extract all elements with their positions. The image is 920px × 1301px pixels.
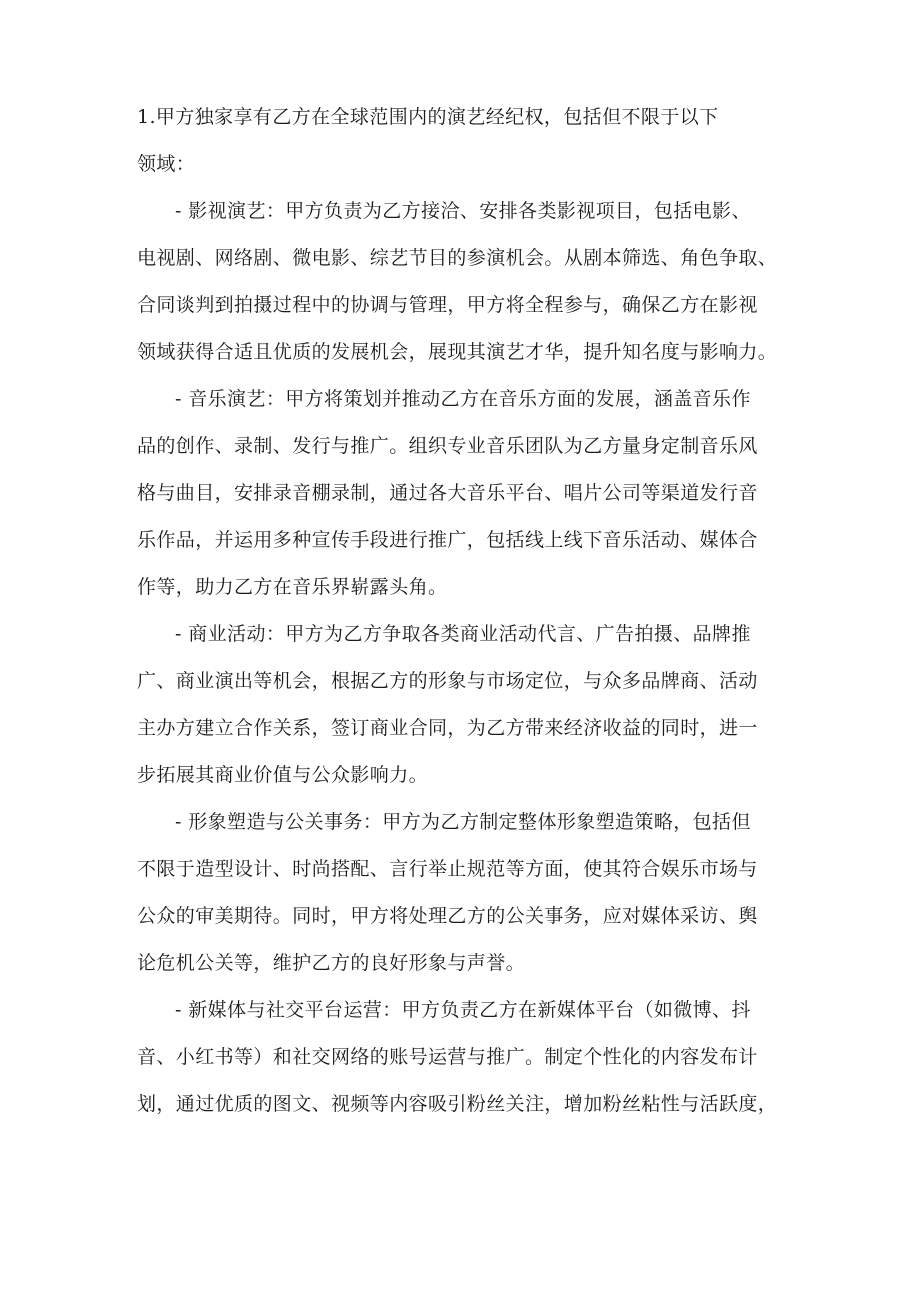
text-line: 乐作品，并运用多种宣传手段进行推广，包括线上线下音乐活动、媒体合 xyxy=(137,529,758,551)
text-line: - 新媒体与社交平台运营：甲方负责乙方在新媒体平台（如微博、抖 xyxy=(175,999,751,1021)
text-line: 领域： xyxy=(137,153,196,175)
text-line: 步拓展其商业价值与公众影响力。 xyxy=(137,764,429,786)
text-line: 主办方建立合作关系，签订商业合同，为乙方带来经济收益的同时，进一 xyxy=(137,717,758,739)
text-line: - 形象塑造与公关事务：甲方为乙方制定整体形象塑造策略，包括但 xyxy=(175,811,751,833)
text-line: 领域获得合适且优质的发展机会，展现其演艺才华，提升知名度与影响力。 xyxy=(137,341,778,363)
text-line: 划，通过优质的图文、视频等内容吸引粉丝关注，增加粉丝粘性与活跃度， xyxy=(137,1093,778,1115)
text-line: 品的创作、录制、发行与推广。组织专业音乐团队为乙方量身定制音乐风 xyxy=(137,435,758,457)
text-line: - 音乐演艺：甲方将策划并推动乙方在音乐方面的发展，涵盖音乐作 xyxy=(175,388,751,410)
text-line: 作等，助力乙方在音乐界崭露头角。 xyxy=(137,576,448,598)
document-body xyxy=(137,94,777,1128)
text-line: 公众的审美期待。同时，甲方将处理乙方的公关事务，应对媒体采访、舆 xyxy=(137,905,758,927)
text-line: 不限于造型设计、时尚搭配、言行举止规范等方面，使其符合娱乐市场与 xyxy=(137,858,758,880)
text-line: 格与曲目，安排录音棚录制，通过各大音乐平台、唱片公司等渠道发行音 xyxy=(137,482,758,504)
text-line: 电视剧、网络剧、微电影、综艺节目的参演机会。从剧本筛选、角色争取、 xyxy=(137,247,778,269)
text-line: 广、商业演出等机会，根据乙方的形象与市场定位，与众多品牌商、活动 xyxy=(137,670,758,692)
text-line: 论危机公关等，维护乙方的良好形象与声誉。 xyxy=(137,952,526,974)
text-line: 1.甲方独家享有乙方在全球范围内的演艺经纪权，包括但不限于以下 xyxy=(137,106,719,128)
text-line: 合同谈判到拍摄过程中的协调与管理，甲方将全程参与，确保乙方在影视 xyxy=(137,294,758,316)
text-line: - 影视演艺：甲方负责为乙方接洽、安排各类影视项目，包括电影、 xyxy=(175,200,751,222)
text-line: - 商业活动：甲方为乙方争取各类商业活动代言、广告拍摄、品牌推 xyxy=(175,623,751,645)
text-line: 音、小红书等）和社交网络的账号运营与推广。制定个性化的内容发布计 xyxy=(137,1046,758,1068)
